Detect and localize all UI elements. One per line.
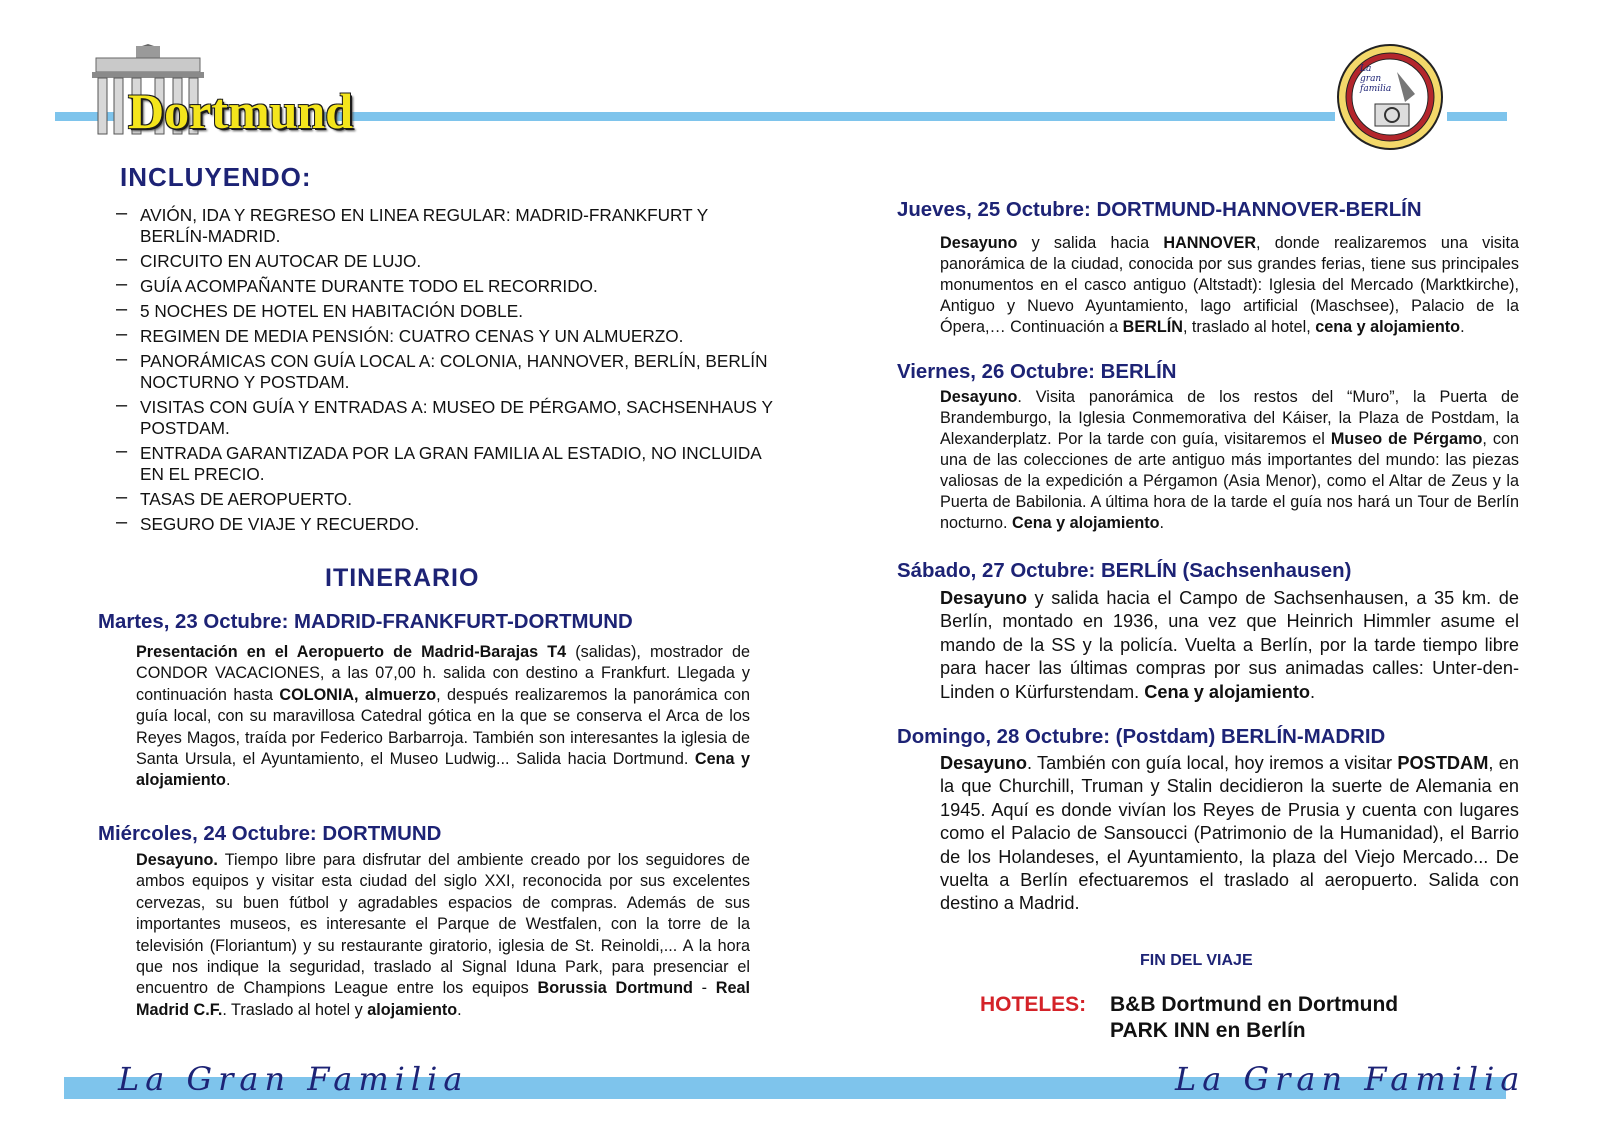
day-text-jueves: Desayuno y salida hacia HANNOVER, donde realizaremos una visita panorámica de la ciudad, conocida por sus grandes ferias, tiene sus principales monumentos en el casco antiguo (Altstadt): Iglesia del Mercado (Marktkirche), Antiguo y Nuevo Ayuntamiento, lago artificial (Maschsee), Palacio de la Ópera,… Continuación a BERLÍN, traslado al hotel, cena y alojamiento.	[940, 234, 1519, 336]
header-band	[320, 112, 1335, 121]
list-item: – TASAS DE AEROPUERTO.	[116, 486, 353, 509]
hotels-label: HOTELES:	[980, 993, 1087, 1016]
list-item: – PANORÁMICAS CON GUÍA LOCAL A: COLONIA, HANNOVER, BERLÍN, BERLÍN NOCTURNO Y POSTDAM.	[116, 348, 768, 392]
day-heading-viernes: Viernes, 26 Octubre: BERLÍN	[897, 361, 1177, 383]
includes-list	[116, 202, 776, 539]
signature-right: La Gran Familia	[1175, 1060, 1526, 1098]
list-item: – 5 NOCHES DE HOTEL EN HABITACIÓN DOBLE.	[116, 298, 523, 321]
list-item: – CIRCUITO EN AUTOCAR DE LUJO.	[116, 248, 422, 271]
hotel-dortmund: B&B Dortmund en Dortmund	[1110, 993, 1399, 1016]
day-heading-domingo: Domingo, 28 Octubre: (Postdam) BERLÍN-MADRID	[897, 726, 1386, 748]
includes-title: INCLUYENDO:	[120, 162, 312, 192]
list-item: – SEGURO DE VIAJE Y RECUERDO.	[116, 511, 420, 534]
list-item: – AVIÓN, IDA Y REGRESO EN LINEA REGULAR: MADRID-FRANKFURT Y BERLÍN-MADRID.	[116, 202, 708, 246]
day-heading-sabado: Sábado, 27 Octubre: BERLÍN (Sachsenhausen)	[897, 560, 1352, 582]
day-heading-jueves: Jueves, 25 Octubre: DORTMUND-HANNOVER-BERLÍN	[897, 199, 1422, 221]
list-item: – GUÍA ACOMPAÑANTE DURANTE TODO EL RECORRIDO.	[116, 273, 598, 296]
day-text-miercoles: Desayuno. Tiempo libre para disfrutar del ambiente creado por los seguidores de ambos equipos y visitar esta ciudad del siglo XXI, reconocida por sus excelentes cervezas, su buen fútbol y agradables espacios de compras. Además de sus importantes museos, es interesante el Parque de Westfalen, con la torre de la televisión (Floriantum) y su restaurante giratorio, iglesia de St. Reinoldi,... A la hora que nos indique la seguridad, traslado al Signal Iduna Park, para presenciar el encuentro de Champions League entre los equipos Borussia Dortmund - Real Madrid C.F.. Traslado al hotel y alojamiento.	[136, 851, 750, 1019]
list-item: – REGIMEN DE MEDIA PENSIÓN: CUATRO CENAS Y UN ALMUERZO.	[116, 323, 684, 346]
day-text-domingo: Desayuno. También con guía local, hoy iremos a visitar POSTDAM, en la que Churchill, Truman y Stalin decidieron la suerte de Alemania en 1945. Aquí es donde vivían los Reyes de Prusia y cuenta con lugares como el Palacio de Sansoucci (Patrimonio de la Humanidad), el Barrio de los Holandeses, el Ayuntamiento, la plaza del Viejo Mercado... De vuelta a Berlín efectuaremos el traslado al aeropuerto. Salida con destino a Madrid.	[940, 753, 1519, 914]
day-text-sabado: Desayuno y salida hacia el Campo de Sachsenhausen, a 35 km. de Berlín, montado en 1936, una vez que Heinrich Himmler asume el mando de la SS y la policía. Vuelta a Berlín, por la tarde tiempo libre para hacer las últimas compras por sus animadas calles: Unter-den-Linden o Kürfurstendam. Cena y alojamiento.	[940, 588, 1519, 702]
la-gran-familia-badge-icon	[1335, 42, 1445, 152]
list-item: – ENTRADA GARANTIZADA POR LA GRAN FAMILIA AL ESTADIO, NO INCLUIDA EN EL PRECIO.	[116, 440, 761, 484]
dortmund-logo: Dortmund	[128, 83, 354, 139]
signature-left: La Gran Familia	[118, 1060, 469, 1098]
day-heading-miercoles: Miércoles, 24 Octubre: DORTMUND	[98, 823, 442, 845]
badge-text: La gran familia	[1360, 64, 1392, 94]
day-text-viernes: Desayuno. Visita panorámica de los restos del “Muro”, la Puerta de Brandemburgo, la Iglesia Conmemorativa del Káiser, la Plaza de Postdam, la Alexanderplatz. Por la tarde con guía, visitaremos el Museo de Pérgamo, con una de las colecciones de arte antiguo más importantes del mundo: las piezas valiosas de la expedición a Pérgamon (Asia Menor), como el Altar de Zeus y la Puerta de Babilonia. A última hora de la tarde el guía nos hará un Tour de Berlín nocturno. Cena y alojamiento.	[940, 388, 1519, 532]
itinerary-title: ITINERARIO	[325, 564, 480, 592]
list-item: – VISITAS CON GUÍA Y ENTRADAS A: MUSEO DE PÉRGAMO, SACHSENHAUS Y POSTDAM.	[116, 394, 773, 438]
end-of-trip: FIN DEL VIAJE	[1140, 952, 1253, 969]
day-text-martes: Presentación en el Aeropuerto de Madrid-Barajas T4 (salidas), mostrador de CONDOR VACACIONES, a las 07,00 h. salida con destino a Frankfurt. Llegada y continuación hasta COLONIA, almuerzo, después realizaremos la panorámica con guía local, con su maravillosa Catedral gótica en la que se conserva el Arca de los Reyes Magos, traída por Federico Barbarroja. También son interesantes la iglesia de Santa Ursula, el Ayuntamiento, el Museo Ludwig... Salida hacia Dortmund. Cena y alojamiento.	[136, 643, 751, 790]
day-heading-martes: Martes, 23 Octubre: MADRID-FRANKFURT-DORTMUND	[98, 611, 633, 633]
hotel-berlin: PARK INN en Berlín	[1110, 1019, 1306, 1042]
header-band-right	[1447, 112, 1507, 121]
